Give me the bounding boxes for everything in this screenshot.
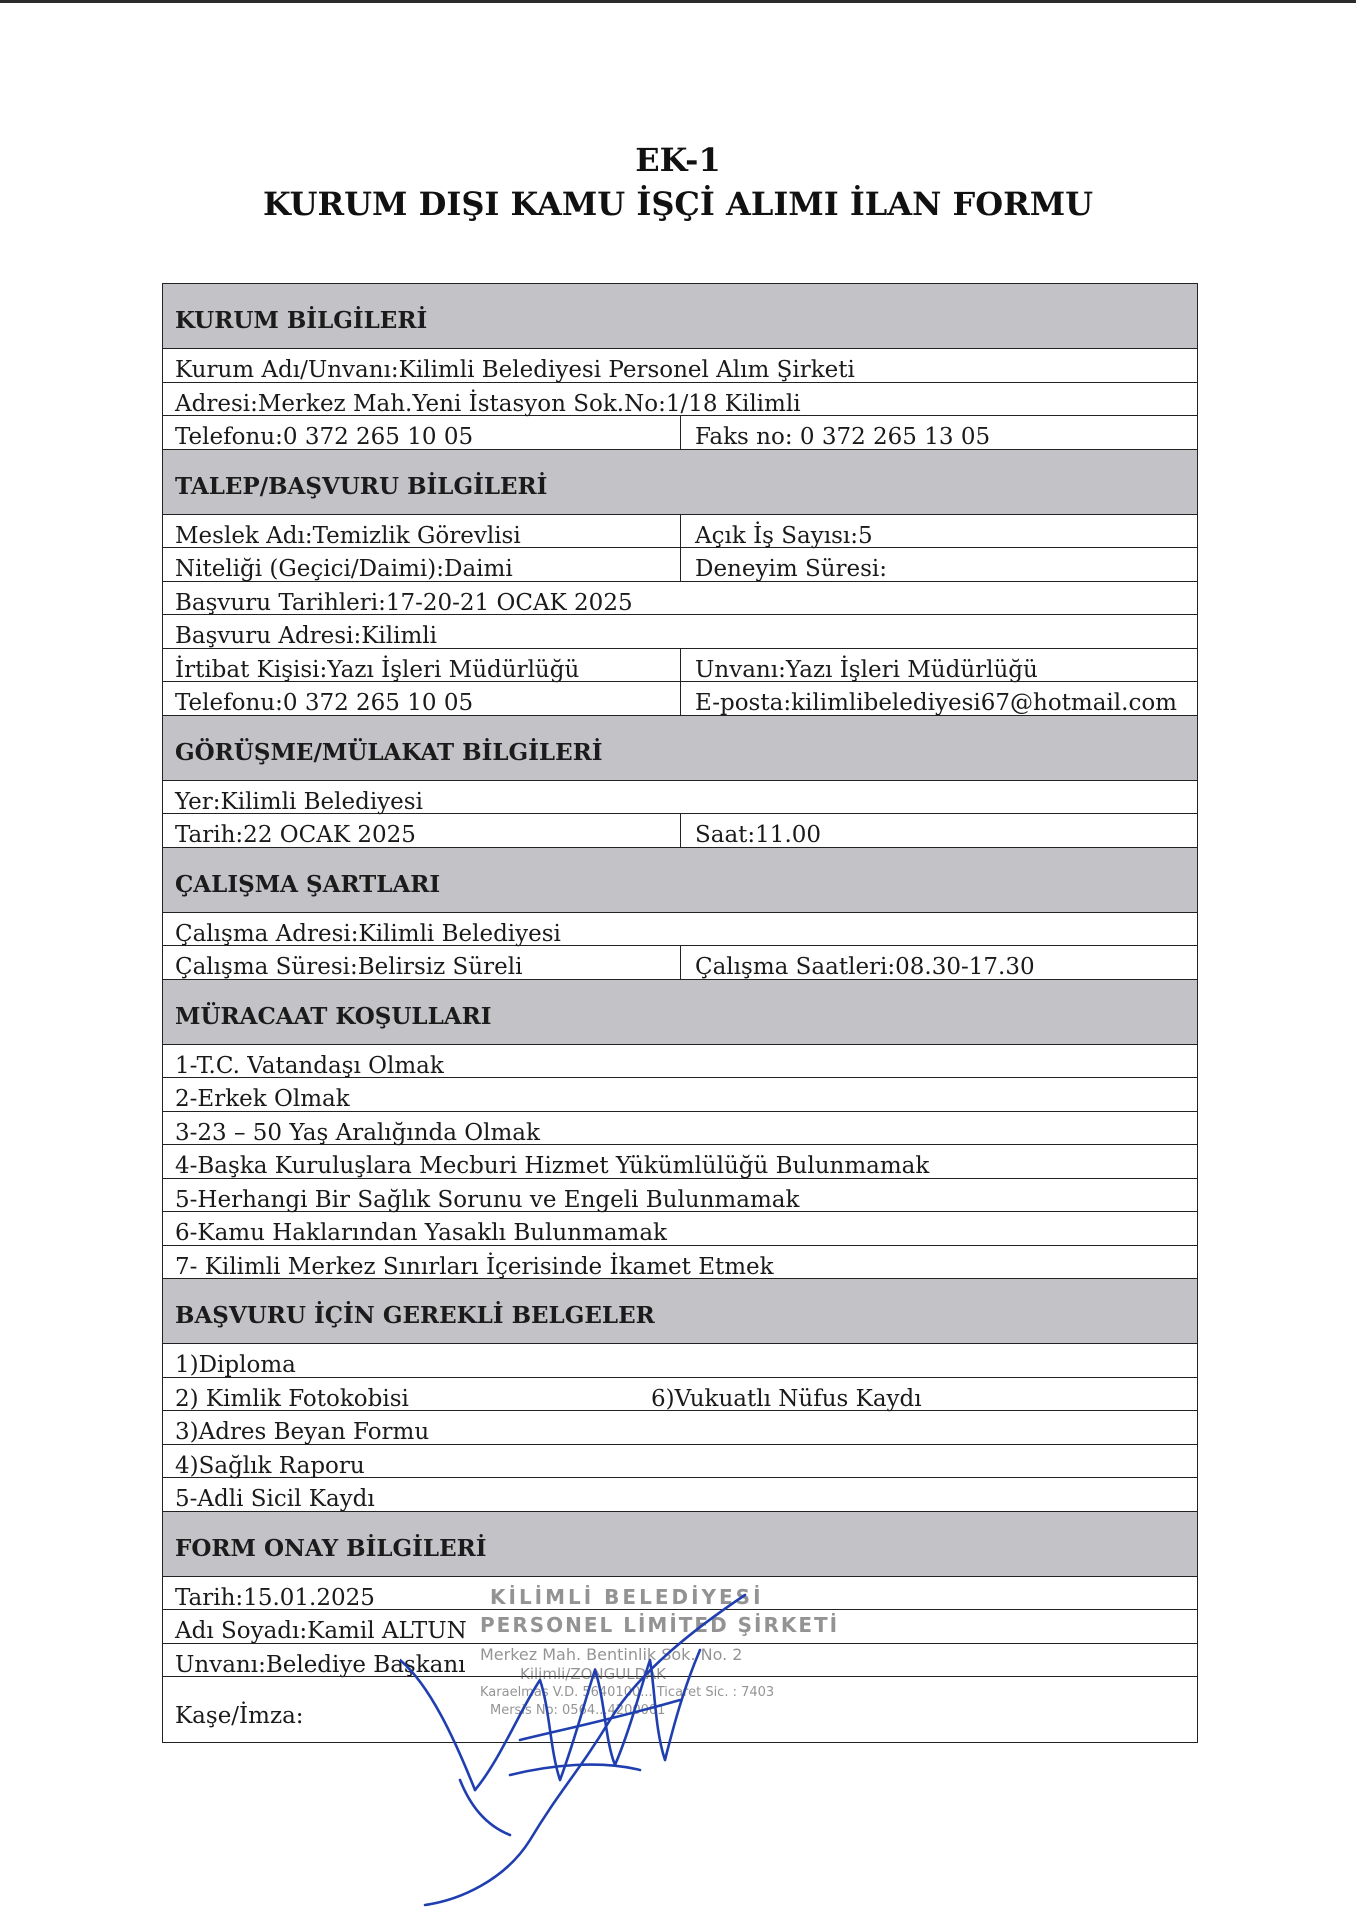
row-gorusme-zaman (163, 814, 1197, 848)
kurum-adi: Kurum Adı/Unvanı:Kilimli Belediyesi Personel Alım Şirketi (175, 357, 855, 383)
kosul-3: 3-23 – 50 Yaş Aralığında Olmak (175, 1119, 540, 1146)
calisma-suresi: Çalışma Süresi:Belirsiz Süreli (163, 946, 681, 979)
list-item (163, 1478, 1197, 1512)
list-item (163, 1344, 1197, 1378)
kurum-adres: Adresi:Merkez Mah.Yeni İstasyon Sok.No:1/18 Kilimli (175, 390, 801, 417)
document-header (0, 140, 1356, 226)
basvuru-tarihleri: Başvuru Tarihleri:17-20-21 OCAK 2025 (175, 589, 633, 616)
row-irtibat (163, 649, 1197, 683)
document-title: KURUM DIŞI KAMU İŞÇİ ALIMI İLAN FORMU (262, 185, 1094, 223)
list-item (163, 1411, 1197, 1445)
kosul-4: 4-Başka Kuruluşlara Mecburi Hizmet Yükümlülüğü Bulunmamak (175, 1153, 930, 1179)
stamp-line-4: Kilimli/ZONGULDAK (520, 1665, 666, 1683)
scan-edge (0, 0, 1356, 3)
list-item (163, 1378, 1197, 1412)
row-basvuru-adresi (163, 615, 1197, 649)
niteligi: Niteliği (Geçici/Daimi):Daimi (163, 548, 681, 581)
section-talep-basvuru: TALEP/BAŞVURU BİLGİLERİ (163, 450, 1197, 515)
onay-unvan: Unvanı:Belediye Başkanı (175, 1651, 466, 1678)
row-meslek (163, 515, 1197, 549)
section-gorusme-mulakat: GÖRÜŞME/MÜLAKAT BİLGİLERİ (163, 716, 1197, 781)
kosul-6: 6-Kamu Haklarından Yasaklı Bulunmamak (175, 1220, 667, 1246)
gorusme-saat: Saat:11.00 (695, 822, 822, 848)
list-item (163, 1212, 1197, 1246)
row-kurum-adres (163, 383, 1197, 417)
signature-scribble (400, 1590, 760, 1910)
acik-is-sayisi: Açık İş Sayısı:5 (695, 522, 873, 549)
section-kurum-bilgileri: KURUM BİLGİLERİ (163, 284, 1197, 349)
row-talep-iletisim (163, 682, 1197, 716)
section-gerekli-belgeler: BAŞVURU İÇİN GEREKLİ BELGELER (163, 1279, 1197, 1344)
calisma-saatleri: Çalışma Saatleri:08.30-17.30 (695, 954, 1035, 980)
row-nitelik (163, 548, 1197, 582)
section-muracaat-kosullari: MÜRACAAT KOŞULLARI (163, 980, 1197, 1045)
meslek-adi: Meslek Adı:Temizlik Görevlisi (163, 515, 681, 548)
belge-kimlik: 2) Kimlik Fotokobisi (175, 1385, 409, 1412)
list-item (163, 1078, 1197, 1112)
onay-tarih: Tarih:15.01.2025 (175, 1584, 375, 1611)
onay-adi-soyadi: Adı Soyadı:Kamil ALTUN (175, 1618, 467, 1644)
talep-eposta: E-posta:kilimlibelediyesi67@hotmail.com (695, 690, 1177, 716)
stamp-line-1: KİLİMLİ BELEDİYESİ (490, 1585, 764, 1609)
kurum-faks: Faks no: 0 372 265 13 05 (695, 424, 991, 450)
kosul-7: 7- Kilimli Merkez Sınırları İçerisinde İkamet Etmek (175, 1253, 774, 1280)
signature-ink (400, 1595, 745, 1905)
stamp-line-3: Merkez Mah. Bentinlik Sok. No. 2 (480, 1645, 743, 1664)
row-kurum-iletisim (163, 416, 1197, 450)
belge-diploma: 1)Diploma (175, 1352, 296, 1378)
stamp-line-2: PERSONEL LİMİTED ŞİRKETİ (480, 1613, 840, 1637)
stamp-line-5: Karaelmas V.D. 5640100... Ticaret Sic. : 7403 (480, 1685, 775, 1700)
gorusme-tarih: Tarih:22 OCAK 2025 (163, 814, 681, 847)
list-item (163, 1145, 1197, 1179)
kase-imza-label: Kaşe/İmza: (175, 1703, 304, 1729)
announcement-form (162, 283, 1198, 1743)
calisma-adresi: Çalışma Adresi:Kilimli Belediyesi (175, 920, 561, 947)
list-item (163, 1045, 1197, 1079)
belge-saglik-raporu: 4)Sağlık Raporu (175, 1452, 365, 1479)
gorusme-yer: Yer:Kilimli Belediyesi (175, 788, 423, 815)
kosul-5: 5-Herhangi Bir Sağlık Sorunu ve Engeli Bulunmamak (175, 1186, 800, 1213)
belge-adli-sicil: 5-Adli Sicil Kaydı (175, 1486, 375, 1512)
basvuru-adresi: Başvuru Adresi:Kilimli (175, 623, 437, 649)
stamp-line-6: Mersis No: 0564...4200001 (490, 1703, 666, 1718)
belge-nufus-kaydi: 6)Vukuatlı Nüfus Kaydı (651, 1385, 922, 1412)
irtibat-kisisi: İrtibat Kişisi:Yazı İşleri Müdürlüğü (163, 649, 681, 682)
row-gorusme-yer (163, 781, 1197, 815)
list-item (163, 1179, 1197, 1213)
row-calisma-sure (163, 946, 1197, 980)
irtibat-unvan: Unvanı:Yazı İşleri Müdürlüğü (695, 656, 1038, 683)
kosul-1: 1-T.C. Vatandaşı Olmak (175, 1052, 444, 1079)
row-kurum-adi (163, 349, 1197, 383)
kurum-telefon: Telefonu:0 372 265 10 05 (163, 416, 681, 449)
list-item (163, 1112, 1197, 1146)
section-form-onay: FORM ONAY BİLGİLERİ (163, 1512, 1197, 1577)
kosul-2: 2-Erkek Olmak (175, 1086, 350, 1112)
section-calisma-sartlari: ÇALIŞMA ŞARTLARI (163, 848, 1197, 913)
list-item (163, 1246, 1197, 1280)
talep-telefon: Telefonu:0 372 265 10 05 (163, 682, 681, 715)
row-calisma-adres (163, 913, 1197, 947)
belge-adres-beyan: 3)Adres Beyan Formu (175, 1419, 430, 1445)
deneyim-suresi: Deneyim Süresi: (695, 556, 888, 582)
row-basvuru-tarihleri (163, 582, 1197, 616)
list-item (163, 1445, 1197, 1479)
document-code: EK-1 (635, 141, 721, 179)
